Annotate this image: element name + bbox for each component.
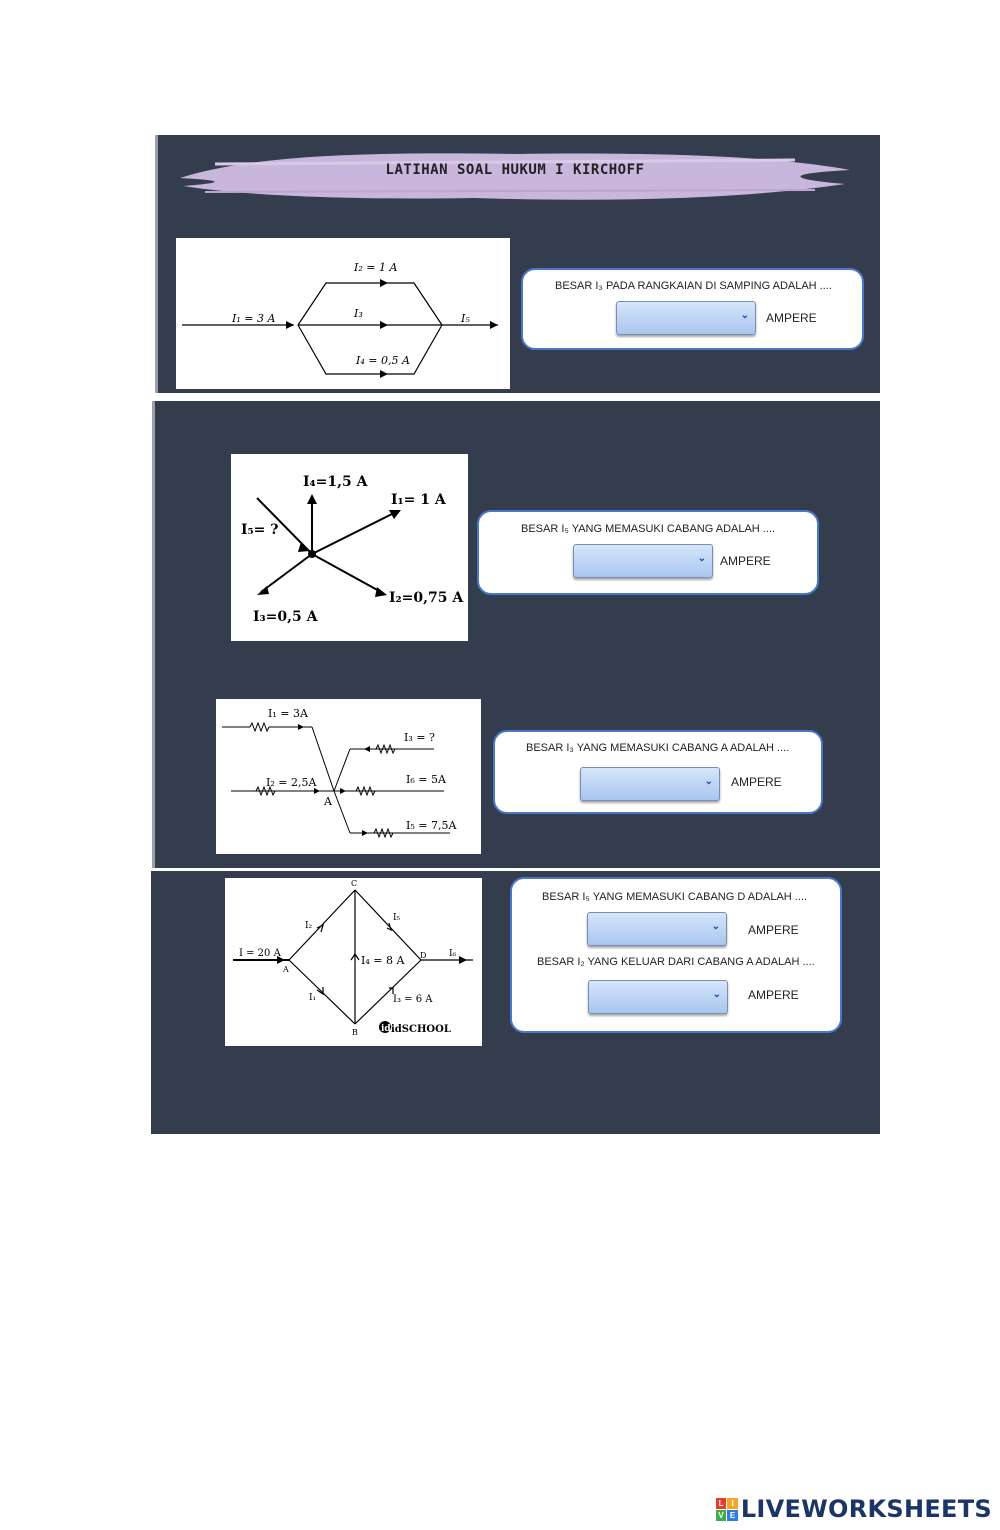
question-box-1 <box>521 268 864 350</box>
label-i1: I₁ = 3 A <box>232 312 276 325</box>
liveworksheets-logo[interactable] <box>716 1495 992 1523</box>
label-i6: I₆ <box>449 949 457 959</box>
branch-diagram-3 <box>216 699 481 854</box>
label-i5: I₅= ? <box>241 522 279 538</box>
chevron-down-icon: ⌄ <box>697 553 706 564</box>
unit-label-4a: AMPERE <box>748 923 799 937</box>
label-i1: I₁ <box>309 993 317 1003</box>
answer-dropdown-3[interactable] <box>580 767 720 801</box>
answer-dropdown-4b[interactable] <box>588 980 728 1014</box>
node-a-label: A <box>324 795 332 808</box>
circuit-diagram-1 <box>176 238 510 389</box>
label-i: I = 20 A <box>239 948 281 959</box>
label-i3: I₃ = ? <box>404 731 435 744</box>
label-i2: I₂ = 1 A <box>354 261 398 274</box>
answer-dropdown-2[interactable] <box>573 544 713 578</box>
label-i2: I₂ = 2,5A <box>266 776 317 789</box>
label-i2: I₂=0,75 A <box>389 590 464 606</box>
live-badge-icon: L I V E <box>716 1498 738 1520</box>
unit-label-3: AMPERE <box>731 775 782 789</box>
chevron-down-icon: ⌄ <box>740 310 749 321</box>
brand-name: LIVEWORKSHEETS <box>740 1495 992 1523</box>
title-banner <box>175 140 855 210</box>
label-i5: I₅ <box>393 913 401 923</box>
label-i5: I₅ = 7,5A <box>406 819 457 832</box>
unit-label-1: AMPERE <box>766 311 817 325</box>
label-i3: I₃ <box>354 307 363 320</box>
question-text-1: BESAR I₃ PADA RANGKAIAN DI SAMPING ADALAH .... <box>555 280 832 292</box>
question-text-3: BESAR I₃ YANG MEMASUKI CABANG A ADALAH .... <box>526 742 790 754</box>
question-box-4 <box>510 877 842 1033</box>
node-b-label: B <box>352 1028 358 1037</box>
chevron-down-icon: ⌄ <box>704 776 713 787</box>
unit-label-4b: AMPERE <box>748 988 799 1002</box>
question-text-2: BESAR I₅ YANG MEMASUKI CABANG ADALAH .... <box>521 523 776 535</box>
question-box-3 <box>493 730 823 814</box>
node-a-label: A <box>283 965 289 974</box>
unit-label-2: AMPERE <box>720 554 771 568</box>
label-i1: I₁= 1 A <box>391 492 446 508</box>
idschool-logo-text: idSCHOOL <box>391 1024 451 1035</box>
question-text-4a: BESAR I₅ YANG MEMASUKI CABANG D ADALAH .... <box>542 891 808 903</box>
question-box-2 <box>477 510 819 595</box>
question-text-4b: BESAR I₂ YANG KELUAR DARI CABANG A ADALAH .... <box>537 956 815 968</box>
page-title: LATIHAN SOAL HUKUM I KIRCHOFF <box>385 162 645 178</box>
chevron-down-icon: ⌄ <box>711 921 720 932</box>
label-i4: I₄ = 0,5 A <box>356 354 410 367</box>
label-i6: I₆ = 5A <box>406 773 446 786</box>
node-d-label: D <box>420 951 427 960</box>
label-i2: I₂ <box>305 921 313 931</box>
junction-diagram-2 <box>231 454 468 641</box>
label-i3: I₃=0,5 A <box>253 609 318 625</box>
answer-dropdown-1[interactable] <box>616 301 756 335</box>
label-i3: I₃ = 6 A <box>393 994 433 1005</box>
label-i4: I₄ = 8 A <box>361 954 405 967</box>
answer-dropdown-4a[interactable] <box>587 912 727 946</box>
node-c-label: C <box>351 879 358 888</box>
label-i1: I₁ = 3A <box>268 707 308 720</box>
svg-text:id: id <box>381 1024 391 1034</box>
label-i4: I₄=1,5 A <box>303 474 368 490</box>
network-diagram-4 <box>225 878 482 1046</box>
label-i5: I₅ <box>461 312 470 325</box>
chevron-down-icon: ⌄ <box>712 989 721 1000</box>
